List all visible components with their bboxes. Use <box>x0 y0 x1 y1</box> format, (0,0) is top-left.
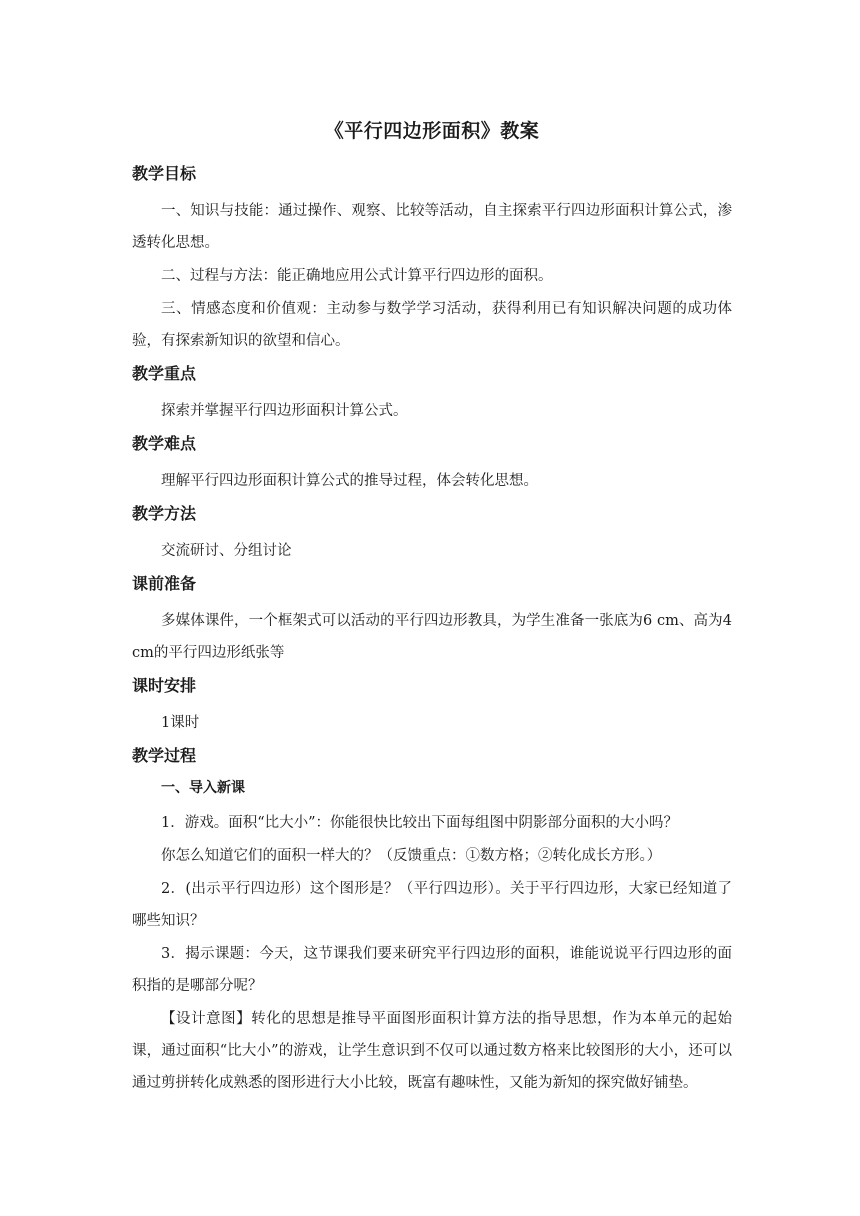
section-key-points <box>132 363 732 427</box>
section-preparation <box>132 573 732 669</box>
paragraph: 【设计意图】转化的思想是推导平面图形面积计算方法的指导思想，作为本单元的起始课，通过面积“比大小”的游戏，让学生意识到不仅可以通过数方格来比较图形的大小，还可以通过剪拼转化成熟悉的图形进行大小比较，既富有趣味性，又能为新知的探究做好铺垫。 <box>132 1011 732 1091</box>
paragraph: 三、情感态度和价值观：主动参与数学学习活动，获得利用已有知识解决问题的成功体验，有探索新知识的欲望和信心。 <box>132 301 732 349</box>
subsection-heading: 一、导入新课 <box>161 780 245 796</box>
paragraph: 你怎么知道它们的面积一样大的？（反馈重点：①数方格；②转化成长方形。） <box>161 848 662 864</box>
paragraph: 1课时 <box>161 715 200 731</box>
section-methods <box>132 503 732 567</box>
section-heading: 教学过程 <box>132 746 197 765</box>
paragraph: 多媒体课件，一个框架式可以活动的平行四边形教具，为学生准备一张底为6 cm、高为4 cm的平行四边形纸张等 <box>132 613 732 661</box>
document-title: 《平行四边形面积》教案 <box>324 120 540 142</box>
paragraph: 3．揭示课题：今天，这节课我们要来研究平行四边形的面积，谁能说说平行四边形的面积指的是哪部分呢？ <box>132 946 732 994</box>
section-schedule <box>132 675 732 739</box>
paragraph: 1．游戏。面积“比大小”：你能很快比较出下面每组图中阴影部分面积的大小吗？ <box>161 815 679 831</box>
section-heading: 教学方法 <box>132 504 197 523</box>
section-heading: 教学难点 <box>132 434 197 453</box>
paragraph: 探索并掌握平行四边形面积计算公式。 <box>161 403 408 419</box>
section-heading: 课前准备 <box>132 574 197 593</box>
paragraph: 理解平行四边形面积计算公式的推导过程，体会转化思想。 <box>161 473 538 489</box>
section-process <box>132 745 732 1099</box>
paragraph: 2．(出示平行四边形）这个图形是？（平行四边形）。关于平行四边形，大家已经知道了哪些知识？ <box>132 881 732 929</box>
section-goals <box>132 163 732 357</box>
section-heading: 教学目标 <box>132 164 197 183</box>
section-difficulties <box>132 433 732 497</box>
section-heading: 教学重点 <box>132 364 197 383</box>
paragraph: 一、知识与技能：通过操作、观察、比较等活动，自主探索平行四边形面积计算公式，渗透转化思想。 <box>132 203 732 251</box>
paragraph: 二、过程与方法：能正确地应用公式计算平行四边形的面积。 <box>161 268 553 284</box>
paragraph: 交流研讨、分组讨论 <box>161 543 292 559</box>
section-heading: 课时安排 <box>132 676 197 695</box>
